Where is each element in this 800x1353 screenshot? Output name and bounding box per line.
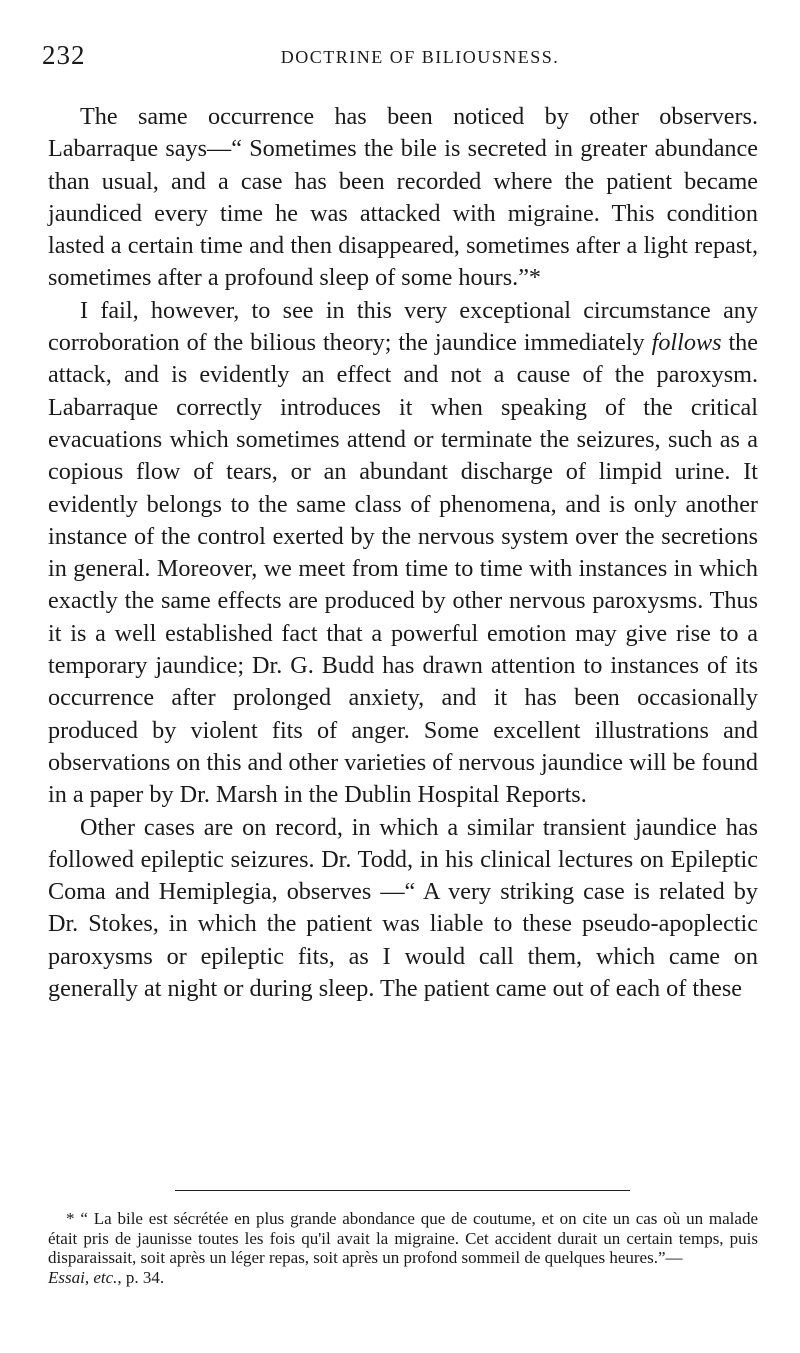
footnote-source: Essai, etc.: [48, 1267, 118, 1287]
paragraph-2-rest: the attack, and is evidently an effect and not a cause of the paroxysm. Labarraque correctly introduces it when speaking of the critical evacuations which sometimes attend or terminate the seizures, such as a copious flow of tears, or an abundant discharge of limpid urine. It evidently belongs to the same class of phenomena, and is only another instance of the control exerted by the nervous system over the secretions in general. Moreover, we meet from time to time with instances in which exactly the same effects are produced by other nervous paroxysms. Thus it is a well established fact that a powerful emotion may give rise to a temporary jaundice; Dr. G. Budd has drawn attention to instances of its occurrence after prolonged anxiety, and it has been occasionally produced by violent fits of anger. Some excellent illustrations and observations on this and other varieties of nervous jaundice will be found in a paper by Dr. Marsh in the Dublin Hospital Reports.: [48, 329, 758, 809]
footnote-divider: [175, 1190, 630, 1191]
body-text: [48, 101, 758, 1005]
emphasis-follows: follows: [651, 329, 722, 357]
footnote: [48, 1209, 758, 1287]
paragraph-1: The same occurrence has been noticed by other observers. Labarraque says—“ Sometimes the bile is secreted in greater abundance than usual, and a case has been recorded where the patient became jaundiced every time he was attacked with migraine. This condition lasted a certain time and then disappeared, sometimes after a light repast, sometimes after a profound sleep of some hours.”*: [48, 103, 758, 292]
paragraph-2: [48, 295, 758, 812]
running-head: DOCTRINE OF BILIOUSNESS.: [280, 47, 560, 67]
paragraph-3: Other cases are on record, in which a similar transient jaundice has followed epileptic seizures. Dr. Todd, in his clinical lectures on Epileptic Coma and Hemiplegia, observes —“ A very striking case is related by Dr. Stokes, in which the patient was liable to these pseudo-apoplectic paroxysms or epileptic fits, as I would call them, which came on generally at night or during sleep. The patient came out of each of these: [48, 813, 758, 1003]
footnote-body: * “ La bile est sécrétée en plus grande abondance que de coutume, et on cite un cas où un malade était pris de jaunisse toutes les fois qu'il avait la migraine. Cet accident durait un certain temps, puis disparaissait, soit après un léger repas, soit après un profond sommeil de quelques heures.”—: [48, 1209, 758, 1267]
footnote-text: [48, 1209, 758, 1287]
page-number: 232: [42, 40, 86, 70]
paragraph-2-start: I fail, however, to see in this very exceptional circumstance any corroboration of the bilious theory; the jaundice immediately: [48, 296, 758, 357]
footnote-page-ref: , p. 34.: [117, 1267, 165, 1287]
